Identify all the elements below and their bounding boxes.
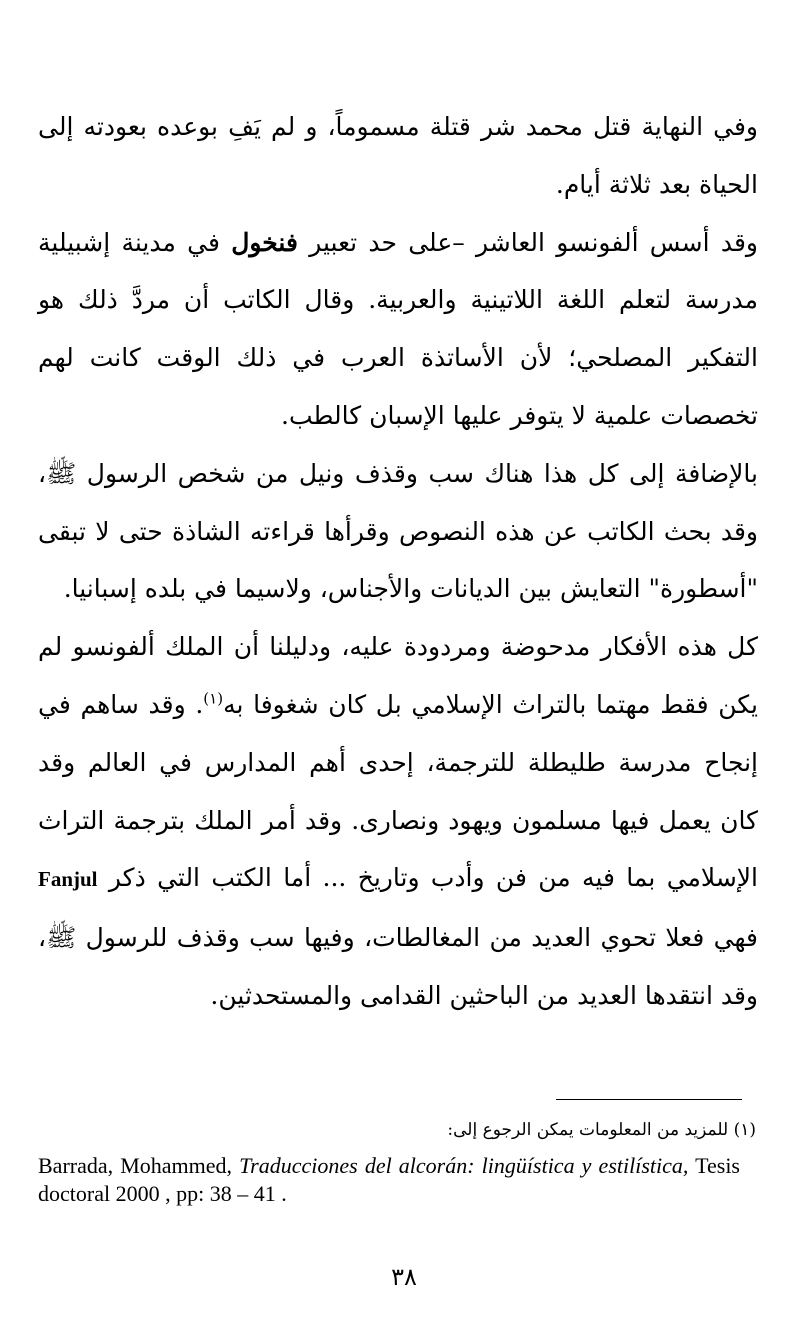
paragraph-4-text-before: كل هذه الأفكار مدحوضة ومردودة عليه، ودليلنا أن الملك ألفونسو لم يكن فقط مهتما بالتراث الإسلامي بل كان شغوفا به <box>38 632 759 719</box>
paragraph-1-text: وفي النهاية قتل محمد شر قتلة مسموماً، و لم يَفِ بوعده بعودته إلى الحياة بعد ثلاثة أيام. <box>38 112 758 199</box>
paragraph-2-bold-name: فنخول <box>231 227 298 257</box>
paragraph-4 <box>38 618 758 1025</box>
footnote-citation <box>38 1152 740 1208</box>
footnote-arabic: (١) للمزيد من المعلومات يمكن الرجوع إلى: <box>447 1120 756 1140</box>
main-text <box>38 98 758 1025</box>
paragraph-4-text-end: فهي فعلا تحوي العديد من المغالطات، وفيها سب وقذف للرسول ﷺ، وقد انتقدها العديد من الباحثين القدامى والمستحدثين. <box>38 923 758 1010</box>
paragraph-3 <box>38 445 758 618</box>
footnote-reference: (١) <box>203 689 224 708</box>
footnote-details: Tesis doctoral 2000 , pp: 38 – 41 . <box>38 1153 740 1206</box>
page-number: ٣٨ <box>391 1263 417 1291</box>
paragraph-2-text-before: وقد أسس ألفونسو العاشر –على حد تعبير <box>297 227 758 257</box>
paragraph-2 <box>38 214 758 445</box>
paragraph-3-text: بالإضافة إلى كل هذا هناك سب وقذف ونيل من شخص الرسول ﷺ، وقد بحث الكاتب عن هذه النصوص وقرأها قراءته الشاذة حتى لا تبقى "أسطورة" التعايش بين الديانات والأجناس، ولاسيما في بلده إسبانيا. <box>38 458 758 604</box>
footnote-title: Traducciones del alcorán: lingüística y estilística, <box>239 1153 689 1178</box>
paragraph-1 <box>38 98 758 214</box>
footnote-author: Barrada, Mohammed, <box>38 1153 240 1178</box>
paragraph-2-text-after: في مدينة إشبيلية مدرسة لتعلم اللغة اللاتينية والعربية. وقال الكاتب أن مردَّ ذلك هو التفكير المصلحي؛ لأن الأساتذة العرب في ذلك الوقت كانت لهم تخصصات علمية لا يتوفر عليها الإسبان كالطب. <box>38 227 758 430</box>
footnote-divider <box>556 1099 742 1100</box>
paragraph-4-latin-name: Fanjul <box>38 867 98 892</box>
paragraph-4-text-after: . وقد ساهم في إنجاح مدرسة طليطلة للترجمة، إحدى أهم المدارس في العالم وقد كان يعمل فيها مسلمون ويهود ونصارى. وقد أمر الملك بترجمة التراث الإسلامي بما فيه من فن وأدب وتاريخ ... أما الكتب التي ذكر <box>38 689 758 893</box>
